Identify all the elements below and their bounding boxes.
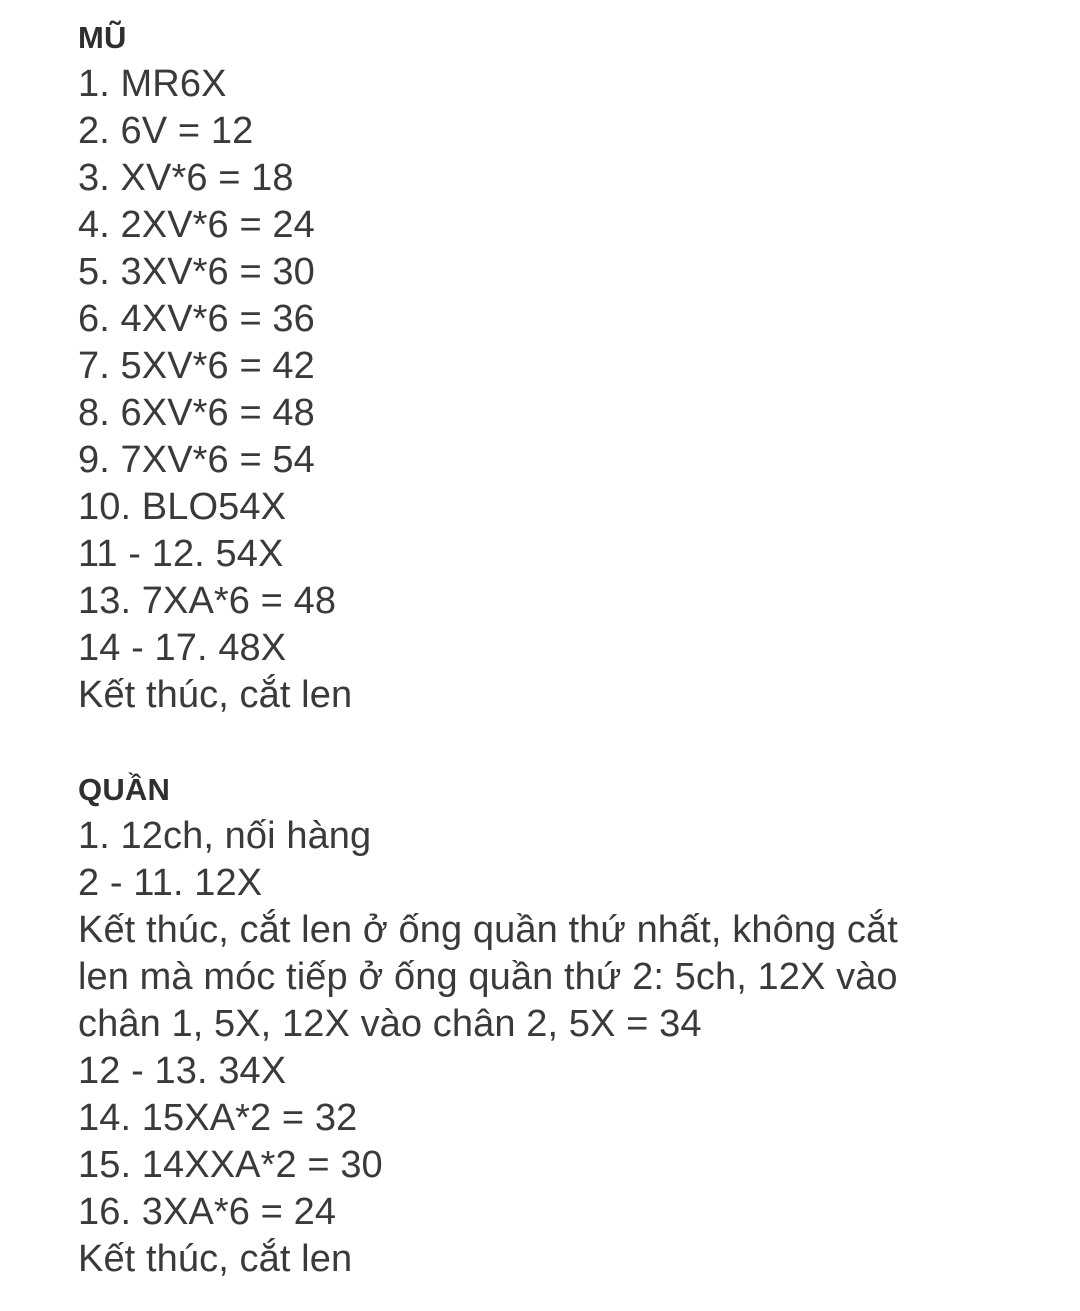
pattern-line: 2. 6V = 12 (78, 110, 254, 152)
pattern-line: 6. 4XV*6 = 36 (78, 298, 315, 340)
pattern-line: 7. 5XV*6 = 42 (78, 345, 315, 387)
pattern-lines-mu (78, 61, 950, 719)
pattern-line: 4. 2XV*6 = 24 (78, 204, 315, 246)
pattern-line: 13. 7XA*6 = 48 (78, 580, 337, 622)
section-quan (78, 766, 950, 1283)
section-title-mu: MŨ (78, 20, 127, 55)
pattern-line: 1. MR6X (78, 63, 227, 105)
pattern-line: 10. BLO54X (78, 486, 287, 528)
pattern-line-finish: Kết thúc, cắt len (78, 1238, 353, 1280)
pattern-line: 8. 6XV*6 = 48 (78, 392, 315, 434)
pattern-line: 14. 15XA*2 = 32 (78, 1097, 358, 1139)
pattern-note-paragraph: Kết thúc, cắt len ở ống quần thứ nhất, không cắt len mà móc tiếp ở ống quần thứ 2: 5ch, 12X vào chân 1, 5X, 12X vào chân 2, 5X = 34 (78, 909, 898, 1045)
section-title-quan: QUẦN (78, 772, 171, 807)
pattern-lines-quan (78, 813, 950, 1283)
pattern-line: 5. 3XV*6 = 30 (78, 251, 315, 293)
section-mu (78, 14, 950, 719)
pattern-line: 14 - 17. 48X (78, 627, 287, 669)
pattern-line: 1. 12ch, nối hàng (78, 815, 372, 857)
pattern-line: 3. XV*6 = 18 (78, 157, 294, 199)
pattern-line: 12 - 13. 34X (78, 1050, 287, 1092)
pattern-line: 11 - 12. 54X (78, 533, 284, 575)
pattern-line: 2 - 11. 12X (78, 862, 263, 904)
pattern-line-finish: Kết thúc, cắt len (78, 674, 353, 716)
pattern-line: 15. 14XXA*2 = 30 (78, 1144, 383, 1186)
pattern-line: 16. 3XA*6 = 24 (78, 1191, 337, 1233)
pattern-line: 9. 7XV*6 = 54 (78, 439, 315, 481)
